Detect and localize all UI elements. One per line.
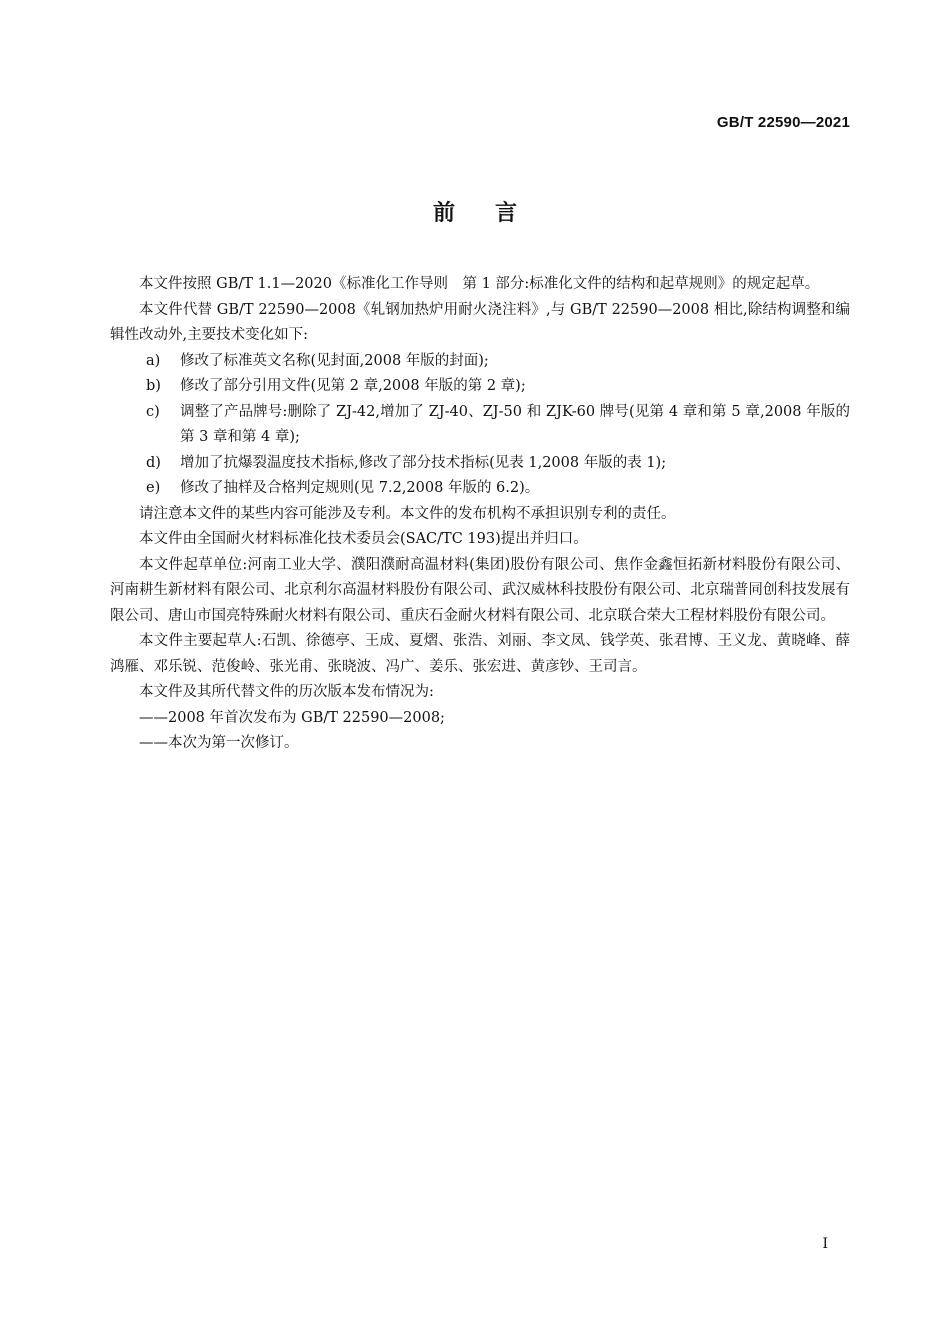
item-text: 调整了产品牌号:删除了 ZJ-42,增加了 ZJ-40、ZJ-50 和 ZJK-60 牌号(见第 4 章和第 5 章,2008 年版的第 3 章和第 4 章); — [180, 403, 850, 445]
page-title: 前言 — [432, 201, 557, 226]
standard-code: GB/T 22590—2021 — [716, 114, 850, 131]
item-mark: c) — [146, 403, 160, 420]
item-text: 增加了抗爆裂温度技术指标,修改了部分技术指标(见表 1,2008 年版的表 1); — [180, 454, 667, 471]
history-item: ——本次为第一次修订。 — [139, 735, 299, 751]
paragraph-history: 本文件及其所代替文件的历次版本发布情况为: — [139, 684, 434, 700]
change-item — [110, 349, 850, 375]
item-mark: b) — [146, 378, 161, 394]
paragraph-drafting-rules: 本文件按照 GB/T 1.1—2020《标准化工作导则 第 1 部分:标准化文件的结构和起草规则》的规定起草。 — [139, 276, 820, 292]
item-text: 修改了部分引用文件(见第 2 章,2008 年版的第 2 章); — [180, 378, 526, 394]
foreword-body — [110, 272, 850, 757]
item-mark: a) — [146, 352, 161, 369]
change-item — [110, 400, 850, 451]
item-text: 修改了抽样及合格判定规则(见 7.2,2008 年版的 6.2)。 — [180, 480, 540, 496]
paragraph-drafting-units: 本文件起草单位:河南工业大学、濮阳濮耐高温材料(集团)股份有限公司、焦作金鑫恒拓新材料股份有限公司、河南耕生新材料有限公司、北京利尔高温材料股份有限公司、武汉威林科技股份有限公司、北京瑞普同创科技发展有限公司、唐山市国亮特殊耐火材料有限公司、重庆石金耐火材料有限公司、北京联合荣大工程材料股份有限公司。 — [110, 556, 850, 624]
item-text: 修改了标准英文名称(见封面,2008 年版的封面); — [180, 352, 489, 369]
change-item — [110, 476, 850, 502]
paragraph-patent-notice: 请注意本文件的某些内容可能涉及专利。本文件的发布机构不承担识别专利的责任。 — [139, 505, 676, 522]
change-item — [110, 374, 850, 400]
page-number: I — [822, 1236, 828, 1252]
history-item: ——2008 年首次发布为 GB/T 22590—2008; — [139, 709, 445, 726]
paragraph-committee: 本文件由全国耐火材料标准化技术委员会(SAC/TC 193)提出并归口。 — [139, 531, 588, 547]
paragraph-drafters: 本文件主要起草人:石凯、徐德亭、王成、夏熠、张浩、刘丽、李文凤、钱学英、张君博、王义龙、黄晓峰、薛鸿雁、邓乐锐、范俊岭、张光甫、张晓波、冯广、姜乐、张宏进、黄彦钞、王司言。 — [110, 633, 850, 675]
item-mark: e) — [146, 480, 161, 496]
paragraph-replaces: 本文件代替 GB/T 22590—2008《轧钢加热炉用耐火浇注料》,与 GB/T 22590—2008 相比,除结构调整和编辑性改动外,主要技术变化如下: — [110, 301, 850, 343]
item-mark: d) — [146, 454, 161, 471]
change-item — [110, 451, 850, 477]
